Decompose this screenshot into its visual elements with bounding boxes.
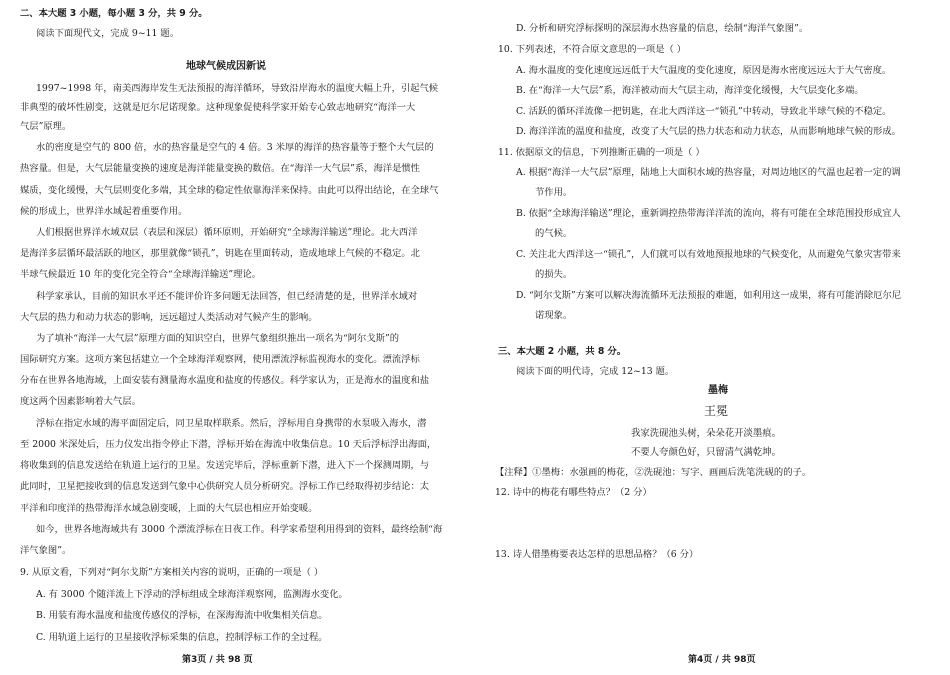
question-11-stem: 11. 依据原文的信息，下列推断正确的一项是（ ） <box>498 147 705 158</box>
section-3-instruction: 阅读下面的明代诗，完成 12~13 题。 <box>516 366 675 377</box>
question-11-option-c-cont: 的损失。 <box>535 269 573 280</box>
question-11-option-c: C. 关注北大西洋这一“锁孔”，人们就可以有效地预报地球的气候变化，从而避免气象灾害带来 <box>516 249 901 260</box>
right-page <box>475 0 950 675</box>
paragraph-line: 媒质，变化缓慢，大气层则变化多端，其全球的稳定性依靠海洋来保持。由此可以得出结论，在全球气 <box>20 185 439 196</box>
question-9-option-a: A. 有 3000 个随洋流上下浮动的浮标组成全球海洋观察网，监测海水变化。 <box>36 589 348 600</box>
answer-area-13[interactable] <box>475 567 925 568</box>
paragraph-line: 洋气象图”。 <box>20 545 72 556</box>
question-9-option-b: B. 用装有海水温度和盐度传感仪的浮标，在深海海流中收集相关信息。 <box>36 610 328 621</box>
paragraph-line: 半球气候最近 10 年的变化完全符合“全球海洋输送”理论。 <box>20 269 262 280</box>
page-footer-right: 第4页 / 共 98页 <box>688 655 756 665</box>
paragraph-line: 国际研究方案。这项方案包括建立一个全球海洋观察网，使用漂流浮标监视海水的变化。漂流浮标 <box>20 354 420 365</box>
question-9-stem: 9. 从原文看，下列对“阿尔戈斯”方案相关内容的说明，正确的一项是（ ） <box>20 567 324 578</box>
paragraph-line: 度这两个因素影响着大气层。 <box>20 396 141 407</box>
question-11-option-a: A. 根据“海洋一大气层”原理，陆地上大面积水域的热容量，对周边地区的气温也起着一定的调 <box>516 167 901 178</box>
question-10-stem: 10. 下列表述，不符合原文意思的一项是（ ） <box>498 44 687 55</box>
question-13: 13. 诗人借墨梅要表达怎样的思想品格？（6 分） <box>495 549 699 560</box>
question-10-option-b: B. 在“海洋一大气层”系，海洋被动而大气层主动，海洋变化缓慢，大气层变化多端。 <box>516 85 864 96</box>
paragraph-line: 热容量。但是，大气层能量变换的速度是海洋能量变换的数倍。在“海洋一大气层”系，海洋是惯性 <box>20 163 420 174</box>
question-11-option-d: D. “阿尔戈斯”方案可以解决海流循环无法预报的难题，如利用这一成果，将有可能消除厄尔尼 <box>516 290 902 301</box>
paragraph-line: 平洋和印度洋的热带海洋水域急剧变暖，上面的大气层也相应开始变暖。 <box>20 503 318 514</box>
poem-title: 墨梅 <box>708 385 728 396</box>
poem-line-1: 我家洗砚池头树，朵朵花开淡墨痕。 <box>631 428 782 439</box>
question-9-option-d: D. 分析和研究浮标探明的深层海水热容量的信息，绘制“海洋气象图”。 <box>516 23 809 34</box>
question-11-option-b: B. 依据“全球海洋输送”理论，重新调控热带海洋洋流的流向，将有可能在全球范围投形成宜人 <box>516 208 901 219</box>
article-title: 地球气候成因新说 <box>186 61 266 72</box>
answer-area-12[interactable] <box>475 505 925 506</box>
paragraph-line: 水的密度是空气的 800 倍，水的热容量是空气的 4 倍。3 米厚的海洋的热容量等于整个大气层的 <box>36 142 434 153</box>
poem-author: 王冕 <box>704 404 729 418</box>
paragraph-line: 如今，世界各地海域共有 3000 个漂流浮标在日夜工作。科学家希望利用得到的资料，最终绘制“海 <box>36 524 443 535</box>
paragraph-line: 候的形成上，世界洋水域起着重要作用。 <box>20 206 188 217</box>
question-11-option-d-cont: 诺现象。 <box>535 310 573 321</box>
question-10-option-a: A. 海水温度的变化速度远远低于大气温度的变化速度，原因是海水密度远远大于大气密度。 <box>516 65 892 76</box>
poem-note: 【注释】①墨梅：水强画的梅花，②洗砚池：写字、画画后洗笔洗砚的的子。 <box>495 467 812 478</box>
paragraph-line: 为了填补“海洋一大气层”原理方面的知识空白，世界气象组织推出一项名为“阿尔戈斯”的 <box>36 333 399 344</box>
paragraph-line: 气层”原理。 <box>20 121 72 132</box>
paragraph-line: 是海洋多层循环最活跃的地区，那里就像“锁孔”，钥匙在里面转动，造成地球上气候的不稳定。北 <box>20 248 420 259</box>
paragraph-line: 此同时，卫星把接收到的信息发送到气象中心供研究人员分析研究。浮标工作已经取得初步结论：太 <box>20 481 430 492</box>
section-3-header: 三、本大题 2 小题，共 8 分。 <box>498 346 627 357</box>
reading-instruction: 阅读下面现代文，完成 9~11 题。 <box>36 28 180 39</box>
paragraph-line: 1997~1998 年，南美西海岸发生无法预报的海洋循环，导致沿岸海水的温度大幅上升，引起气候 <box>36 83 439 94</box>
poem-line-2: 不要人夸颜色好，只留清气满乾坤。 <box>631 447 782 458</box>
paragraph-line: 大气层的热力和动力状态的影响，远远超过人类活动对气候产生的影响。 <box>20 312 318 323</box>
paragraph-line: 非典型的破坏性剧变，这就是厄尔尼诺现象。这种现象促使科学家开始专心致志地研究“海洋一大 <box>20 102 416 113</box>
paragraph-line: 人们根据世界洋水域双层（表层和深层）循环原则，开始研究“全球海洋输送”理论。北大西洋 <box>36 227 418 238</box>
paragraph-line: 分布在世界各地海域，上面安装有测量海水温度和盐度的传感仪。科学家认为，正是海水的温度和盐 <box>20 375 430 386</box>
section-2-header: 二、本大题 3 小题，每小题 3 分，共 9 分。 <box>20 8 208 19</box>
question-10-option-d: D. 海洋洋流的温度和盐度，改变了大气层的热力状态和动力状态，从而影响地球气候的形成。 <box>516 126 901 137</box>
paragraph-line: 浮标在指定水域的海平面固定后，同卫星取样联系。然后，浮标用自身携带的水泵吸入海水，潜 <box>36 418 427 429</box>
paragraph-line: 科学家承认，目前的知识水平还不能评价许多问题无法回答，但已经清楚的是，世界洋水域对 <box>36 291 418 302</box>
question-12: 12. 诗中的梅花有哪些特点？（2 分） <box>495 487 652 498</box>
question-11-option-b-cont: 的气候。 <box>535 228 573 239</box>
question-11-option-a-cont: 节作用。 <box>535 187 573 198</box>
paragraph-line: 至 2000 米深处后，压力仪发出指令停止下潜，浮标开始在海流中收集信息。10 天后浮标浮出海面， <box>20 439 437 450</box>
paragraph-line: 将收集到的信息发送给在轨道上运行的卫星。发送完毕后，浮标重新下潜，进入下一个探测周期，与 <box>20 460 430 471</box>
page-footer-left: 第3页 / 共 98 页 <box>182 655 253 665</box>
question-9-option-c: C. 用轨道上运行的卫星接收浮标采集的信息，控制浮标工作的全过程。 <box>36 632 328 643</box>
question-10-option-c: C. 活跃的循环洋流像一把钥匙，在北大西洋这一“锁孔”中转动，导致北半球气候的不稳定。 <box>516 106 892 117</box>
